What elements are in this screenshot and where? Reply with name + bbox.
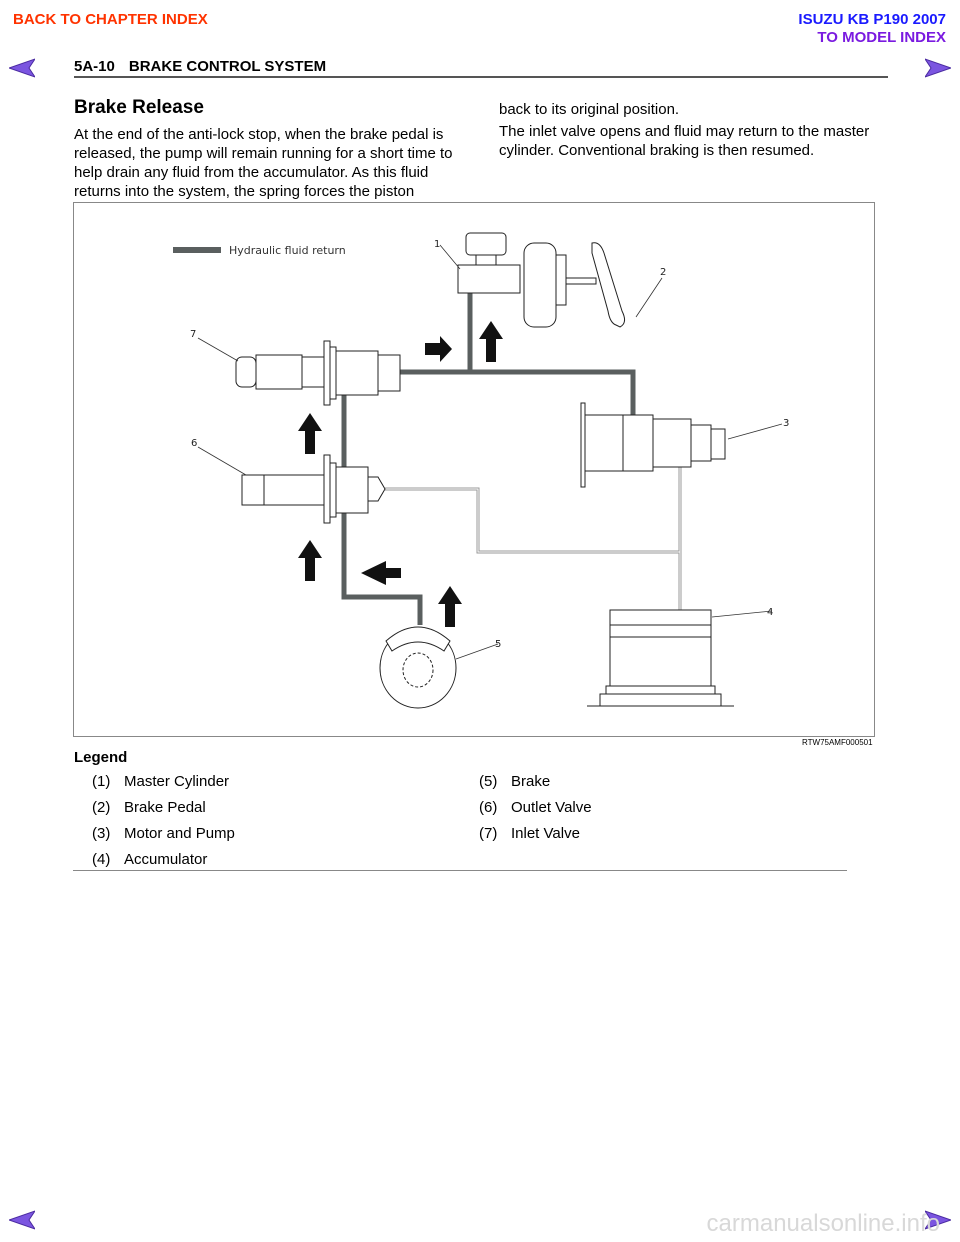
arrow-up-icon bbox=[298, 540, 322, 581]
prev-page-arrow-icon[interactable] bbox=[9, 58, 35, 78]
section-heading: Brake Release bbox=[74, 97, 204, 118]
legend-item: (2) Brake Pedal bbox=[92, 799, 206, 816]
right-paragraph-1: back to its original position. bbox=[499, 101, 680, 118]
arrow-right-icon bbox=[425, 336, 452, 362]
legend-title: Legend bbox=[74, 749, 128, 766]
arrow-up-icon bbox=[479, 321, 503, 362]
section-title: BRAKE CONTROL SYSTEM bbox=[128, 58, 327, 75]
prev-page-arrow-icon[interactable] bbox=[9, 1210, 35, 1230]
legend-item: (6) Outlet Valve bbox=[479, 799, 592, 816]
outlet-valve bbox=[242, 455, 385, 523]
callout-3: 3 bbox=[783, 418, 790, 429]
page-header bbox=[74, 58, 888, 78]
right-paragraph-2: The inlet valve opens and fluid may return to the master cylinder. Conventional braking is then resumed. bbox=[499, 123, 870, 159]
model-title[interactable]: ISUZU KB P190 2007 bbox=[798, 11, 946, 28]
legend-item: (5) Brake bbox=[479, 773, 551, 790]
brake-disc bbox=[380, 627, 456, 708]
watermark: carmanualsonline.info bbox=[706, 1210, 940, 1237]
motor-and-pump bbox=[581, 403, 725, 487]
legend-item: (1) Master Cylinder bbox=[92, 773, 230, 790]
arrow-up-icon bbox=[438, 586, 462, 627]
back-to-chapter-index-link[interactable]: BACK TO CHAPTER INDEX bbox=[13, 11, 208, 28]
callout-7: 7 bbox=[190, 329, 197, 340]
legend-item: (4) Accumulator bbox=[92, 851, 208, 868]
thin-lines bbox=[385, 463, 680, 610]
model-index-link[interactable] bbox=[798, 11, 946, 47]
arrow-up-icon bbox=[298, 413, 322, 454]
next-page-arrow-icon[interactable] bbox=[925, 58, 951, 78]
accumulator bbox=[587, 610, 734, 706]
to-model-index[interactable]: TO MODEL INDEX bbox=[817, 29, 946, 46]
page-number: 5A-10 bbox=[74, 58, 115, 75]
callout-5: 5 bbox=[495, 639, 502, 650]
callout-2: 2 bbox=[660, 267, 667, 278]
legend-item: (3) Motor and Pump bbox=[92, 825, 235, 842]
legend-divider bbox=[73, 870, 847, 871]
legend-key-text: Hydraulic fluid return bbox=[229, 244, 346, 257]
figure-id: RTW75AMF000501 bbox=[802, 738, 873, 747]
arrow-left-icon bbox=[361, 561, 401, 585]
callout-6: 6 bbox=[191, 438, 198, 449]
left-paragraph: At the end of the anti-lock stop, when the brake pedal is released, the pump will remain running for a short time to help drain any fluid from the accumulator. As this fluid returns into the system, the spring forces the piston bbox=[74, 126, 453, 200]
brake-release-diagram bbox=[73, 202, 875, 737]
callout-1: 1 bbox=[434, 239, 441, 250]
inlet-valve bbox=[236, 341, 400, 405]
legend-item: (7) Inlet Valve bbox=[479, 825, 580, 842]
callout-4: 4 bbox=[767, 607, 774, 618]
master-cylinder bbox=[458, 233, 625, 327]
